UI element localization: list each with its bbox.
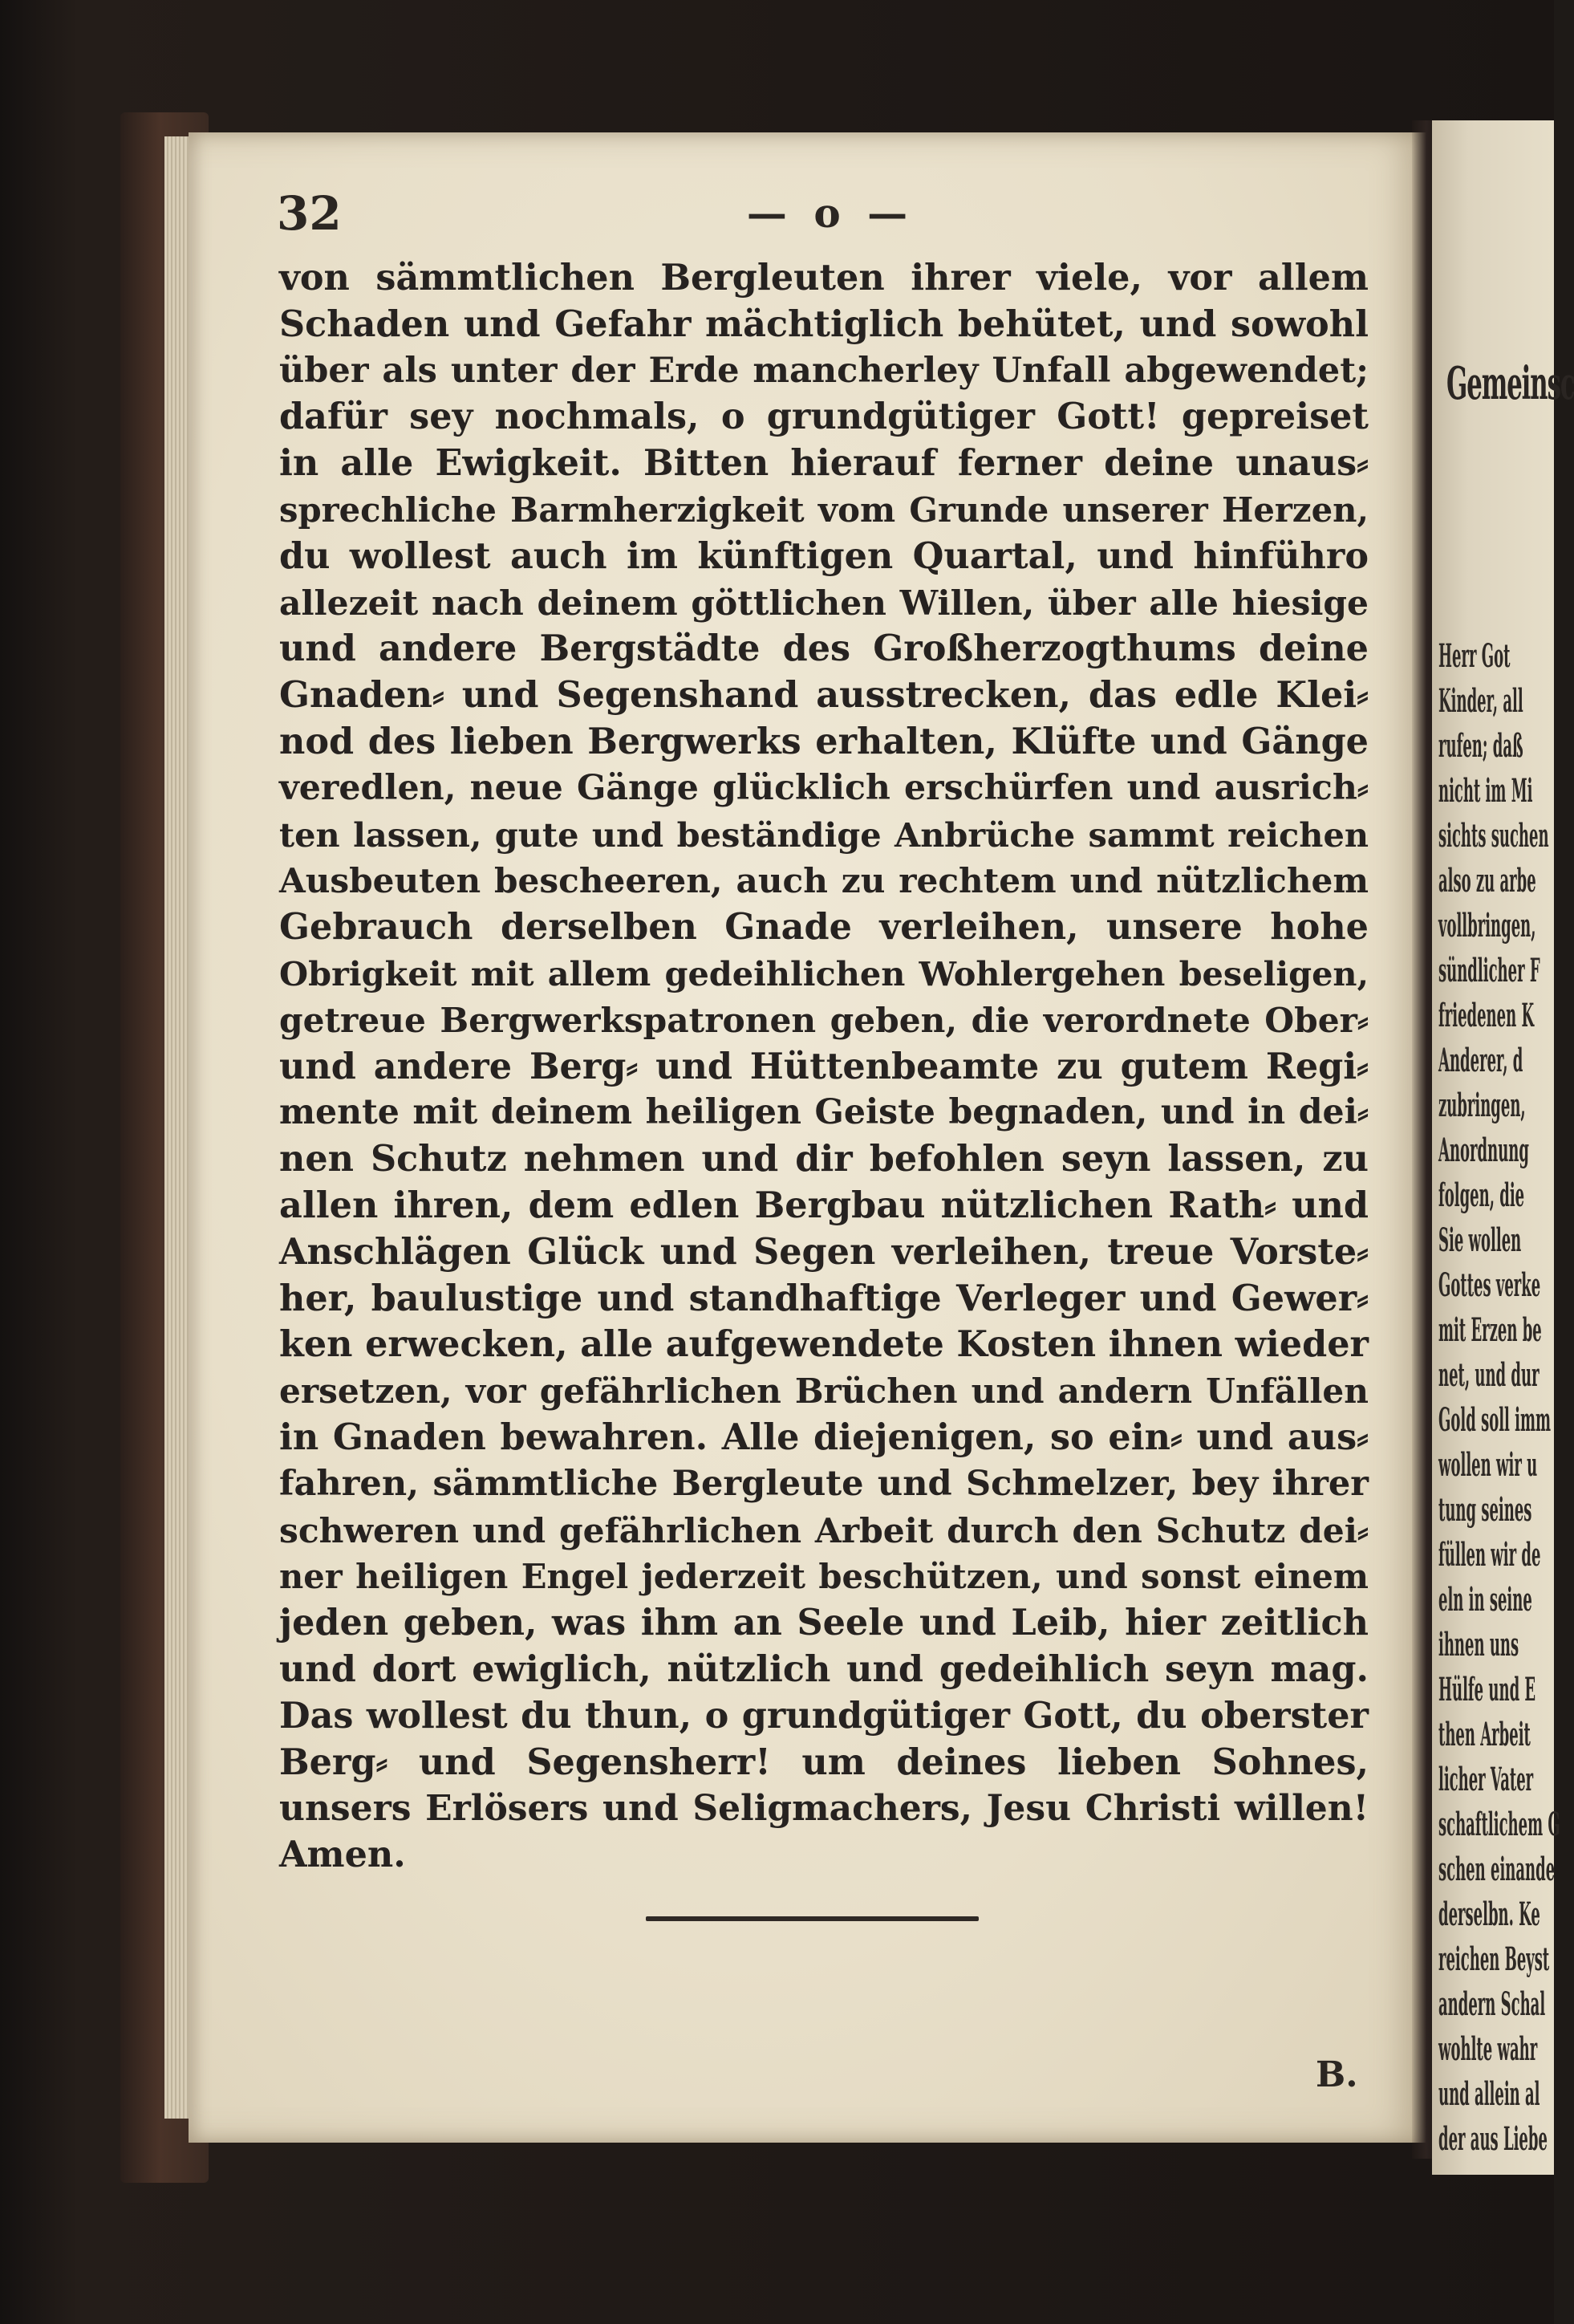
next-page-line: sündlicher F bbox=[1438, 952, 1540, 989]
text-line: in alle Ewigkeit. Bitten hierauf ferner deine unaus⸗ bbox=[279, 442, 1369, 485]
next-page-line: wohlte wahr bbox=[1438, 2030, 1538, 2068]
header-ornament: — o — bbox=[746, 189, 915, 237]
next-page-line: vollbringen, bbox=[1438, 907, 1536, 945]
text-line: Gnaden⸗ und Segenshand ausstrecken, das edle Klei⸗ bbox=[279, 674, 1369, 717]
right-page-fragment bbox=[1432, 120, 1574, 2175]
text-line: getreue Bergwerkspatronen geben, die verordnete Ober⸗ bbox=[279, 999, 1369, 1040]
next-page-line: schaftlichem G bbox=[1438, 1806, 1560, 1843]
text-line: sprechliche Barmherzigkeit vom Grunde unserer Herzen, bbox=[279, 490, 1369, 530]
page-number: 32 bbox=[277, 186, 342, 241]
next-page-line: Anderer, d bbox=[1438, 1042, 1523, 1079]
next-page-line: Hülfe und E bbox=[1438, 1671, 1536, 1708]
next-page-line: rufen; daß bbox=[1438, 727, 1523, 765]
text-line: Berg⸗ und Segensherr! um deines lieben Sohnes, bbox=[279, 1741, 1369, 1783]
next-page-line: net, und dur bbox=[1438, 1356, 1540, 1394]
next-page-line: schen einande bbox=[1438, 1851, 1556, 1888]
text-line: von sämmtlichen Bergleuten ihrer viele, vor allem bbox=[279, 257, 1369, 299]
next-page-line: then Arbeit bbox=[1438, 1716, 1531, 1753]
next-page-title: Gemeinsc bbox=[1446, 357, 1574, 410]
next-page-line: nicht im Mi bbox=[1438, 772, 1533, 810]
next-page-line: sichts suchen bbox=[1438, 817, 1549, 855]
next-page-line: Gold soll imm bbox=[1438, 1401, 1552, 1439]
text-line: nen Schutz nehmen und dir befohlen seyn lassen, zu bbox=[279, 1138, 1369, 1180]
text-line: dafür sey nochmals, o grundgütiger Gott! gepreiset bbox=[279, 396, 1369, 438]
text-line: du wollest auch im künftigen Quartal, und hinführo bbox=[279, 534, 1369, 577]
next-page-line: Gottes verke bbox=[1438, 1266, 1541, 1304]
text-line: veredlen, neue Gänge glücklich erschürfen und ausrich⸗ bbox=[279, 767, 1369, 808]
next-page-line: eln in seine bbox=[1438, 1581, 1532, 1619]
body-text bbox=[279, 255, 1369, 1879]
text-line: Anschlägen Glück und Segen verleihen, treue Vorste⸗ bbox=[279, 1230, 1369, 1273]
text-line: über als unter der Erde mancherley Unfall abgewendet; bbox=[279, 350, 1369, 391]
text-line: mente mit deinem heiligen Geiste begnaden, und in dei⸗ bbox=[279, 1092, 1369, 1133]
text-line: und dort ewiglich, nützlich und gedeihlich seyn mag. bbox=[279, 1648, 1369, 1690]
text-line: allen ihren, dem edlen Bergbau nützlichen Rath⸗ und bbox=[279, 1184, 1369, 1226]
text-line: jeden geben, was ihm an Seele und Leib, hier zeitlich bbox=[279, 1602, 1369, 1644]
text-line: und andere Bergstädte des Großherzogthums deine bbox=[279, 628, 1369, 670]
text-line: in Gnaden bewahren. Alle diejenigen, so ein⸗ und aus⸗ bbox=[279, 1416, 1369, 1458]
text-line: unsers Erlösers und Seligmachers, Jesu Christi willen! bbox=[279, 1788, 1369, 1830]
next-page-line: also zu arbe bbox=[1438, 862, 1536, 900]
next-page-line: füllen wir de bbox=[1438, 1536, 1541, 1574]
next-page-line: der aus Liebe bbox=[1438, 2120, 1548, 2158]
next-page-line: zubringen, bbox=[1438, 1087, 1526, 1124]
next-page-line: derselbn. Ke bbox=[1438, 1895, 1540, 1933]
next-page-line: wollen wir u bbox=[1438, 1446, 1538, 1484]
text-line: ten lassen, gute und beständige Anbrüche sammt reichen bbox=[279, 815, 1369, 855]
text-line: Obrigkeit mit allem gedeihlichen Wohlergehen beseligen, bbox=[279, 953, 1369, 993]
next-page-line: licher Vater bbox=[1438, 1761, 1534, 1798]
next-page-line: ihnen uns bbox=[1438, 1626, 1519, 1664]
text-line: ken erwecken, alle aufgewendete Kosten ihnen wieder bbox=[279, 1323, 1369, 1366]
text-line: ner heiligen Engel jederzeit beschützen, und sonst einem bbox=[279, 1557, 1369, 1597]
closing-rule bbox=[646, 1916, 979, 1921]
text-line: ersetzen, vor gefährlichen Brüchen und andern Unfällen bbox=[279, 1371, 1369, 1412]
next-page-line: und allein al bbox=[1438, 2075, 1540, 2113]
text-line: Gebrauch derselben Gnade verleihen, unsere hohe bbox=[279, 906, 1369, 949]
next-page-lines bbox=[1438, 634, 1560, 2162]
next-page-line: folgen, die bbox=[1438, 1176, 1525, 1214]
next-page-line: reichen Beyst bbox=[1438, 1940, 1550, 1978]
text-line: her, baulustige und standhaftige Verleger und Gewer⸗ bbox=[279, 1277, 1369, 1319]
text-line: und andere Berg⸗ und Hüttenbeamte zu gutem Regi⸗ bbox=[279, 1045, 1369, 1087]
text-line: fahren, sämmtliche Bergleute und Schmelzer, bey ihrer bbox=[279, 1463, 1369, 1504]
text-line: schweren und gefährlichen Arbeit durch den Schutz dei⸗ bbox=[279, 1509, 1369, 1550]
catchword: B. bbox=[1316, 2054, 1358, 2095]
text-line: Amen. bbox=[279, 1834, 406, 1876]
next-page-line: Kinder, all bbox=[1438, 682, 1523, 720]
text-line: Ausbeuten bescheeren, auch zu rechtem und nützlichem bbox=[279, 860, 1369, 901]
text-line: allezeit nach deinem göttlichen Willen, über alle hiesige bbox=[279, 582, 1369, 623]
next-page-line: friedenen K bbox=[1438, 997, 1535, 1034]
next-page-line: Sie wollen bbox=[1438, 1221, 1522, 1259]
next-page-line: mit Erzen be bbox=[1438, 1311, 1542, 1349]
next-page-line: Anordnung bbox=[1438, 1132, 1529, 1169]
next-page-line: tung seines bbox=[1438, 1491, 1532, 1529]
next-page-line: Herr Got bbox=[1438, 637, 1511, 675]
text-line: nod des lieben Bergwerks erhalten, Klüfte und Gänge bbox=[279, 720, 1369, 762]
text-line: Schaden und Gefahr mächtiglich behütet, und sowohl bbox=[279, 303, 1369, 345]
next-page-line: andern Schal bbox=[1438, 1985, 1546, 2023]
text-line: Das wollest du thun, o grundgütiger Gott, du oberster bbox=[279, 1694, 1369, 1737]
